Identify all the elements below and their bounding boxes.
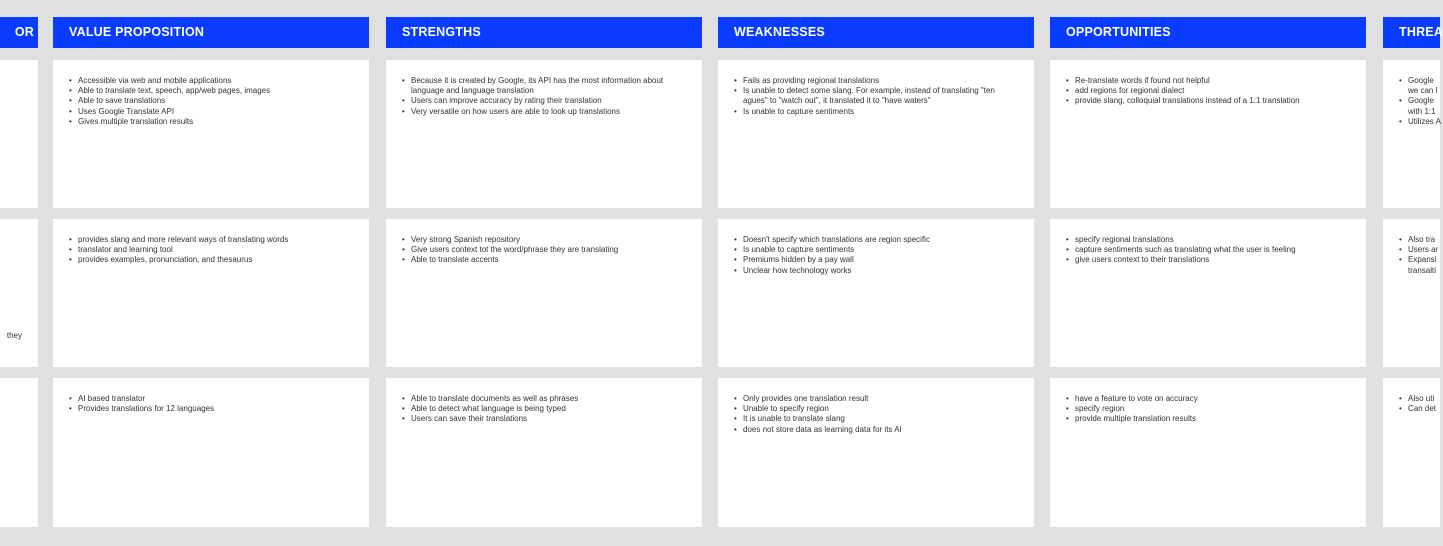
list-item: • Users ar [1399, 245, 1440, 255]
list-item: • Re-translate words if found not helpful [1066, 76, 1352, 86]
list-item: • provides examples, pronunciation, and thesaurus [69, 255, 355, 265]
list-item: • AI based translator [69, 394, 355, 404]
cell-competitor-1 [0, 60, 38, 208]
cell-fragment-text: they [6, 331, 22, 340]
list-item: • Because it is created by Google, its API has the most information about language and language translation [402, 76, 688, 96]
cell-opportunities-2 [1050, 219, 1366, 367]
cell-opportunities-1 [1050, 60, 1366, 208]
list-item: • Doesn't specify which translations are region specific [734, 235, 1020, 245]
bullet-list [402, 394, 688, 425]
list-item: • Very strong Spanish repository [402, 235, 688, 245]
list-item: • does not store data as learning data for its AI [734, 425, 1020, 435]
list-item: • add regions for regional dialect [1066, 86, 1352, 96]
cell-weaknesses-1 [718, 60, 1034, 208]
bullet-list [1399, 394, 1440, 414]
list-item: • It is unable to translate slang [734, 414, 1020, 424]
list-item: • Unable to specify region [734, 404, 1020, 414]
list-item: • Fails as providing regional translations [734, 76, 1020, 86]
column-value-proposition [53, 17, 369, 414]
bullet-list [734, 235, 1020, 276]
list-item: • provide multiple translation results [1066, 414, 1352, 424]
cell-threats-3 [1383, 378, 1440, 527]
list-item: • Users can improve accuracy by rating their translation [402, 96, 688, 106]
list-item: • Expansi [1399, 255, 1440, 265]
list-item: • Able to detect what language is being typed [402, 404, 688, 414]
list-item-continuation: with 1:1 [1408, 106, 1436, 116]
cell-competitor-3 [0, 378, 38, 527]
column-competitor [0, 17, 38, 340]
list-item: • Able to translate text, speech, app/web pages, images [69, 86, 355, 96]
list-item: • Very versatile on how users are able to look up translations [402, 107, 688, 117]
cell-strengths-2 [386, 219, 702, 367]
bullet-list [1066, 394, 1352, 425]
bullet-list [402, 235, 688, 266]
list-item: • Only provides one translation result [734, 394, 1020, 404]
bullet-list [734, 76, 1020, 117]
column-header-competitor: OR [0, 17, 38, 48]
list-item: • Accessible via web and mobile applications [69, 76, 355, 86]
column-header-opportunities: OPPORTUNITIES [1050, 17, 1366, 48]
cell-opportunities-3 [1050, 378, 1366, 527]
column-header-strengths: STRENGTHS [386, 17, 702, 48]
column-strengths [386, 17, 702, 424]
bullet-list [1399, 235, 1440, 276]
list-item: • specify region [1066, 404, 1352, 414]
list-item: • Premiums hidden by a pay wall [734, 255, 1020, 265]
column-threats [1383, 17, 1443, 414]
list-item: • Google [1399, 76, 1440, 86]
cell-weaknesses-2 [718, 219, 1034, 367]
cell-competitor-2 [0, 219, 38, 367]
list-item: • have a feature to vote on accuracy [1066, 394, 1352, 404]
cell-strengths-3 [386, 378, 702, 527]
cell-threats-1 [1383, 60, 1440, 208]
list-item: • provide slang, colloquial translations instead of a 1:1 translation [1066, 96, 1352, 106]
column-header-weaknesses: WEAKNESSES [718, 17, 1034, 48]
bullet-list [1066, 76, 1352, 107]
bullet-list [69, 394, 355, 414]
column-opportunities [1050, 17, 1366, 424]
list-item: • Also uti [1399, 394, 1440, 404]
list-item-continuation: transalti [1408, 265, 1437, 275]
cell-value-proposition-3 [53, 378, 369, 527]
list-item: • Able to save translations [69, 96, 355, 106]
column-weaknesses [718, 17, 1034, 434]
list-item: • Is unable to detect some slang. For example, instead of translating "ten agues" to "watch out", it translated it to "have waters" [734, 86, 1020, 106]
list-item: • Also tra [1399, 235, 1440, 245]
list-item: • give users context to their translations [1066, 255, 1352, 265]
list-item: • Give users context tot the word/phrase they are translating [402, 245, 688, 255]
list-item: • Gives multiple translation results [69, 117, 355, 127]
column-header-threats: THREA [1383, 17, 1440, 48]
list-item: • Unclear how technology works [734, 266, 1020, 276]
cell-strengths-1 [386, 60, 702, 208]
bullet-list [1399, 76, 1440, 127]
list-item: • Able to translate accents [402, 255, 688, 265]
list-item: • Utilizes A [1399, 117, 1440, 127]
list-item: • Is unable to capture sentiments [734, 245, 1020, 255]
list-item: • specify regional translations [1066, 235, 1352, 245]
cell-weaknesses-3 [718, 378, 1034, 527]
bullet-list [1066, 235, 1352, 266]
list-item-continuation: we can l [1408, 86, 1438, 96]
list-item: • Able to translate documents as well as phrases [402, 394, 688, 404]
bullet-list [734, 394, 1020, 435]
cell-value-proposition-1 [53, 60, 369, 208]
list-item: • Is unable to capture sentiments [734, 107, 1020, 117]
list-item: • Users can save their translations [402, 414, 688, 424]
column-header-value-proposition: VALUE PROPOSITION [53, 17, 369, 48]
cell-value-proposition-2 [53, 219, 369, 367]
list-item: • Provides translations for 12 languages [69, 404, 355, 414]
cell-threats-2 [1383, 219, 1440, 367]
bullet-list [69, 76, 355, 127]
list-item: • provides slang and more relevant ways of translating words [69, 235, 355, 245]
list-item: • Google [1399, 96, 1440, 106]
list-item: • Uses Google Translate API [69, 107, 355, 117]
list-item: • Can det [1399, 404, 1440, 414]
list-item: • capture sentiments such as translating what the user is feeling [1066, 245, 1352, 255]
list-item: • translator and learning tool [69, 245, 355, 255]
bullet-list [402, 76, 688, 117]
bullet-list [69, 235, 355, 266]
